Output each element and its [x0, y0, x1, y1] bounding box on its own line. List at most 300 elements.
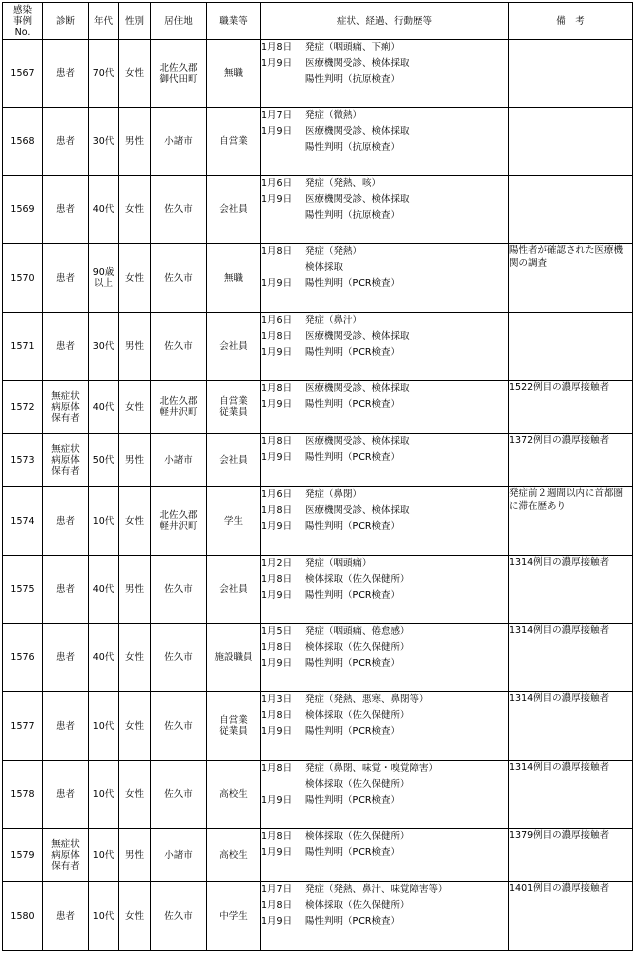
- header-no-line3: No.: [14, 26, 31, 38]
- case-no-cell: 1579: [3, 829, 43, 882]
- event-date: [261, 208, 305, 224]
- table-row: [3, 692, 633, 761]
- case-no-cell: 1576: [3, 624, 43, 692]
- residence-cell-line: 佐久市: [164, 341, 193, 352]
- occupation-cell: [207, 313, 261, 381]
- event-text: 陽性判明（PCR検査）: [305, 590, 400, 601]
- event-text: 陽性判明（抗原検査）: [305, 74, 401, 85]
- event-date: 1月9日: [261, 399, 293, 410]
- event-date: 1月8日: [261, 505, 293, 516]
- occupation-cell-line: 会社員: [219, 584, 248, 595]
- occupation-cell-line: 高校生: [219, 849, 248, 861]
- symptoms-cell: [261, 434, 509, 487]
- diagnosis-cell-line: 患者: [55, 584, 75, 595]
- event-date: 1月7日: [261, 884, 293, 895]
- event-date: 1月7日: [261, 110, 293, 121]
- event-date: 1月9日: [261, 726, 293, 737]
- diagnosis-cell: [43, 487, 89, 556]
- event-line: [261, 124, 508, 140]
- event-line: [261, 882, 508, 898]
- residence-cell-line: 軽井沢町: [159, 407, 198, 418]
- diagnosis-cell: [43, 244, 89, 313]
- age-cell: [89, 829, 119, 882]
- sex-cell: 男性: [119, 829, 151, 882]
- diagnosis-cell-line: 保有者: [51, 412, 80, 424]
- case-no-cell: 1567: [3, 40, 43, 108]
- case-no-cell: 1575: [3, 556, 43, 624]
- age-cell-line: 40代: [92, 584, 115, 595]
- sex-cell: 女性: [119, 761, 151, 829]
- occupation-cell: [207, 176, 261, 244]
- event-text: 発症（微熱）: [305, 110, 363, 121]
- residence-cell-line: 佐久市: [164, 720, 193, 732]
- note-cell: 1314例目の濃厚接触者: [509, 761, 633, 829]
- diagnosis-cell: [43, 829, 89, 882]
- event-date: [261, 777, 305, 793]
- event-date: 1月9日: [261, 126, 293, 137]
- case-no-cell: 1577: [3, 692, 43, 761]
- occupation-cell-line: 中学生: [219, 910, 248, 922]
- residence-cell: [151, 244, 207, 313]
- occupation-cell-line: 無職: [223, 68, 243, 79]
- event-date: 1月8日: [261, 331, 293, 342]
- occupation-cell-line: 従業員: [219, 726, 248, 737]
- header-age: 年代: [89, 3, 119, 40]
- header-symptoms: 症状、経過、行動歴等: [261, 3, 509, 40]
- event-text: 陽性判明（PCR検査）: [305, 399, 400, 410]
- event-line: [261, 503, 508, 519]
- cases-table: [2, 2, 633, 951]
- table-row: [3, 313, 633, 381]
- diagnosis-cell-line: 保有者: [51, 860, 80, 872]
- event-date: 1月9日: [261, 795, 293, 806]
- event-line: [261, 761, 508, 777]
- event-line: [261, 777, 508, 793]
- diagnosis-cell-line: 保有者: [51, 465, 80, 477]
- diagnosis-cell-line: 患者: [55, 720, 75, 732]
- note-cell: [509, 40, 633, 108]
- residence-cell-line: 小諸市: [164, 849, 193, 861]
- occupation-cell-line: 自営業: [219, 136, 248, 147]
- diagnosis-cell: [43, 313, 89, 381]
- event-line: [261, 640, 508, 656]
- residence-cell: [151, 434, 207, 487]
- diagnosis-cell: [43, 761, 89, 829]
- occupation-cell-line: 会社員: [219, 204, 248, 215]
- residence-cell-line: 佐久市: [164, 789, 193, 800]
- residence-cell-line: 小諸市: [164, 136, 193, 147]
- age-cell: [89, 434, 119, 487]
- event-line: [261, 176, 508, 192]
- age-cell-line: 10代: [92, 515, 115, 527]
- diagnosis-cell: [43, 434, 89, 487]
- event-line: [261, 434, 508, 450]
- residence-cell: [151, 624, 207, 692]
- age-cell-line: 70代: [92, 68, 115, 79]
- event-text: 陽性判明（PCR検査）: [305, 521, 400, 532]
- event-date: 1月8日: [261, 574, 293, 585]
- symptoms-cell: [261, 313, 509, 381]
- diagnosis-cell: [43, 176, 89, 244]
- diagnosis-cell-line: 病原体: [51, 401, 80, 413]
- residence-cell-line: 御代田町: [159, 73, 198, 85]
- diagnosis-cell-line: 患者: [55, 910, 75, 922]
- table-row: [3, 40, 633, 108]
- age-cell: [89, 108, 119, 176]
- event-line: [261, 40, 508, 56]
- sex-cell: 男性: [119, 313, 151, 381]
- occupation-cell-line: 高校生: [219, 789, 248, 800]
- residence-cell-line: 北佐久郡: [159, 396, 198, 407]
- event-date: 1月9日: [261, 194, 293, 205]
- event-text: 検体採取（佐久保健所）: [305, 642, 410, 653]
- event-date: 1月8日: [261, 831, 293, 842]
- occupation-cell: [207, 381, 261, 434]
- header-notes: 備 考: [509, 3, 633, 40]
- sex-cell: 女性: [119, 624, 151, 692]
- table-row: [3, 882, 633, 951]
- event-text: 陽性判明（PCR検査）: [305, 658, 400, 669]
- occupation-cell: [207, 882, 261, 951]
- event-date: 1月8日: [261, 763, 293, 774]
- case-no-cell: 1571: [3, 313, 43, 381]
- event-line: [261, 898, 508, 914]
- sex-cell: 男性: [119, 434, 151, 487]
- event-line: [261, 208, 508, 224]
- header-occupation: 職業等: [207, 3, 261, 40]
- header-residence: 居住地: [151, 3, 207, 40]
- event-line: [261, 276, 508, 292]
- diagnosis-cell: [43, 108, 89, 176]
- event-date: 1月6日: [261, 178, 293, 189]
- event-date: 1月2日: [261, 558, 293, 569]
- diagnosis-cell-line: 無症状: [51, 390, 80, 402]
- age-cell: [89, 556, 119, 624]
- event-line: [261, 108, 508, 124]
- table-body: [3, 40, 633, 951]
- occupation-cell-line: 会社員: [219, 454, 248, 466]
- event-date: [261, 260, 305, 276]
- age-cell: [89, 692, 119, 761]
- diagnosis-cell-line: 無症状: [51, 443, 80, 455]
- occupation-cell: [207, 244, 261, 313]
- note-cell: 1522例目の濃厚接触者: [509, 381, 633, 434]
- table-row: [3, 176, 633, 244]
- diagnosis-cell: [43, 381, 89, 434]
- event-date: 1月8日: [261, 642, 293, 653]
- occupation-cell-line: 自営業: [219, 396, 248, 407]
- residence-cell-line: 佐久市: [164, 204, 193, 215]
- age-cell: [89, 244, 119, 313]
- event-line: [261, 56, 508, 72]
- event-line: [261, 192, 508, 208]
- residence-cell: [151, 108, 207, 176]
- diagnosis-cell: [43, 556, 89, 624]
- occupation-cell-line: 学生: [223, 515, 243, 527]
- age-cell: [89, 176, 119, 244]
- sex-cell: 女性: [119, 882, 151, 951]
- table-row: [3, 434, 633, 487]
- event-date: 1月9日: [261, 590, 293, 601]
- event-text: 発症（咽頭痛）: [305, 558, 372, 569]
- event-text: 発症（発熱、鼻汁、味覚障害等）: [305, 884, 448, 895]
- event-line: [261, 793, 508, 809]
- event-text: 発症（鼻汁）: [305, 315, 363, 326]
- residence-cell: [151, 176, 207, 244]
- age-cell: [89, 381, 119, 434]
- event-date: [261, 140, 305, 156]
- symptoms-cell: [261, 829, 509, 882]
- sex-cell: 女性: [119, 176, 151, 244]
- symptoms-cell: [261, 244, 509, 313]
- age-cell-line: 10代: [92, 910, 115, 922]
- occupation-cell: [207, 829, 261, 882]
- note-cell: 陽性者が確認された医療機関の調査: [509, 244, 633, 313]
- symptoms-cell: [261, 624, 509, 692]
- table-row: [3, 487, 633, 556]
- diagnosis-cell-line: 患者: [55, 515, 75, 527]
- occupation-cell-line: 施設職員: [214, 652, 253, 663]
- occupation-cell: [207, 434, 261, 487]
- event-text: 医療機関受診、検体採取: [305, 383, 410, 394]
- event-line: [261, 829, 508, 845]
- age-cell: [89, 761, 119, 829]
- symptoms-cell: [261, 556, 509, 624]
- symptoms-cell: [261, 487, 509, 556]
- occupation-cell: [207, 556, 261, 624]
- age-cell: [89, 40, 119, 108]
- event-date: 1月9日: [261, 521, 293, 532]
- sex-cell: 男性: [119, 556, 151, 624]
- event-text: 検体採取（佐久保健所）: [305, 574, 410, 585]
- event-date: 1月9日: [261, 658, 293, 669]
- sex-cell: 女性: [119, 244, 151, 313]
- occupation-cell-line: 従業員: [219, 407, 248, 418]
- age-cell: [89, 313, 119, 381]
- event-text: 検体採取（佐久保健所）: [305, 710, 410, 721]
- occupation-cell-line: 無職: [223, 272, 243, 284]
- event-date: 1月9日: [261, 916, 293, 927]
- event-line: [261, 140, 508, 156]
- age-cell-line: 40代: [92, 204, 115, 215]
- diagnosis-cell-line: 病原体: [51, 454, 80, 466]
- event-date: 1月8日: [261, 383, 293, 394]
- header-diagnosis: 診断: [43, 3, 89, 40]
- occupation-cell: [207, 692, 261, 761]
- age-cell-line: 10代: [92, 720, 115, 732]
- event-text: 陽性判明（PCR検査）: [305, 347, 400, 358]
- event-line: [261, 260, 508, 276]
- residence-cell-line: 佐久市: [164, 584, 193, 595]
- event-date: [261, 72, 305, 88]
- table-row: [3, 244, 633, 313]
- event-line: [261, 244, 508, 260]
- age-cell-line: 90歳: [92, 267, 115, 278]
- symptoms-cell: [261, 108, 509, 176]
- event-date: 1月8日: [261, 246, 293, 257]
- note-cell: 1372例目の濃厚接触者: [509, 434, 633, 487]
- age-cell: [89, 487, 119, 556]
- event-text: 医療機関受診、検体採取: [305, 331, 410, 342]
- case-no-cell: 1580: [3, 882, 43, 951]
- table-row: [3, 761, 633, 829]
- diagnosis-cell: [43, 692, 89, 761]
- event-text: 陽性判明（抗原検査）: [305, 142, 401, 153]
- event-text: 医療機関受診、検体採取: [305, 436, 410, 447]
- event-text: 陽性判明（PCR検査）: [305, 847, 400, 858]
- occupation-cell: [207, 761, 261, 829]
- residence-cell-line: 佐久市: [164, 910, 193, 922]
- residence-cell: [151, 692, 207, 761]
- note-cell: [509, 176, 633, 244]
- diagnosis-cell-line: 患者: [55, 204, 75, 215]
- event-line: [261, 572, 508, 588]
- occupation-cell: [207, 624, 261, 692]
- event-date: 1月9日: [261, 452, 293, 463]
- header-no-line1: 感染: [12, 4, 32, 16]
- case-no-cell: 1572: [3, 381, 43, 434]
- event-text: 陽性判明（PCR検査）: [305, 452, 400, 463]
- occupation-cell-line: 自営業: [219, 715, 248, 726]
- event-line: [261, 588, 508, 604]
- age-cell-line: 以上: [93, 278, 113, 289]
- event-line: [261, 313, 508, 329]
- event-text: 発症（発熱）: [305, 246, 363, 257]
- event-line: [261, 914, 508, 930]
- note-cell: 1314例目の濃厚接触者: [509, 556, 633, 624]
- note-cell: 発症前２週間以内に首都圏に滞在歴あり: [509, 487, 633, 556]
- case-no-cell: 1570: [3, 244, 43, 313]
- age-cell: [89, 624, 119, 692]
- case-no-cell: 1569: [3, 176, 43, 244]
- residence-cell-line: 軽井沢町: [159, 521, 198, 532]
- diagnosis-cell-line: 無症状: [51, 838, 80, 850]
- event-date: 1月9日: [261, 58, 293, 69]
- event-line: [261, 845, 508, 861]
- diagnosis-cell-line: 患者: [55, 789, 75, 800]
- event-text: 陽性判明（抗原検査）: [305, 210, 401, 221]
- symptoms-cell: [261, 882, 509, 951]
- diagnosis-cell-line: 患者: [55, 272, 75, 284]
- event-date: 1月3日: [261, 694, 293, 705]
- occupation-cell: [207, 487, 261, 556]
- event-text: 発症（発熱、悪寒、鼻閉等）: [305, 694, 429, 705]
- case-no-cell: 1568: [3, 108, 43, 176]
- event-text: 医療機関受診、検体採取: [305, 126, 410, 137]
- diagnosis-cell: [43, 624, 89, 692]
- symptoms-cell: [261, 40, 509, 108]
- event-text: 検体採取（佐久保健所）: [305, 900, 410, 911]
- residence-cell: [151, 556, 207, 624]
- event-date: 1月5日: [261, 626, 293, 637]
- event-text: 発症（鼻閉）: [305, 489, 363, 500]
- case-no-cell: 1578: [3, 761, 43, 829]
- event-text: 発症（咽頭痛、下痢）: [305, 42, 401, 53]
- residence-cell: [151, 829, 207, 882]
- event-line: [261, 519, 508, 535]
- header-row: [3, 3, 633, 40]
- note-cell: 1401例目の濃厚接触者: [509, 882, 633, 951]
- event-text: 検体採取（佐久保健所）: [305, 831, 410, 842]
- table-row: [3, 624, 633, 692]
- header-no: [3, 3, 43, 40]
- event-date: 1月8日: [261, 710, 293, 721]
- diagnosis-cell-line: 病原体: [51, 849, 80, 861]
- event-text: 発症（発熱、咳）: [305, 178, 382, 189]
- event-date: 1月6日: [261, 489, 293, 500]
- event-date: 1月9日: [261, 278, 293, 289]
- event-text: 医療機関受診、検体採取: [305, 505, 410, 516]
- event-line: [261, 72, 508, 88]
- residence-cell-line: 北佐久郡: [159, 62, 198, 74]
- table-row: [3, 108, 633, 176]
- header-sex: 性別: [119, 3, 151, 40]
- sex-cell: 女性: [119, 487, 151, 556]
- table-row: [3, 381, 633, 434]
- event-line: [261, 724, 508, 740]
- case-no-cell: 1574: [3, 487, 43, 556]
- note-cell: 1314例目の濃厚接触者: [509, 624, 633, 692]
- sex-cell: 女性: [119, 692, 151, 761]
- case-no-cell: 1573: [3, 434, 43, 487]
- event-text: 医療機関受診、検体採取: [305, 58, 410, 69]
- note-cell: 1314例目の濃厚接触者: [509, 692, 633, 761]
- note-cell: [509, 313, 633, 381]
- event-date: 1月6日: [261, 315, 293, 326]
- event-text: 検体採取: [305, 262, 344, 273]
- diagnosis-cell-line: 患者: [55, 136, 75, 147]
- residence-cell: [151, 40, 207, 108]
- table-row: [3, 556, 633, 624]
- residence-cell: [151, 882, 207, 951]
- event-line: [261, 487, 508, 503]
- event-line: [261, 624, 508, 640]
- event-line: [261, 450, 508, 466]
- residence-cell-line: 小諸市: [164, 454, 193, 466]
- age-cell-line: 30代: [92, 341, 115, 352]
- sex-cell: 女性: [119, 40, 151, 108]
- symptoms-cell: [261, 381, 509, 434]
- event-date: 1月9日: [261, 347, 293, 358]
- residence-cell: [151, 313, 207, 381]
- event-text: 検体採取（佐久保健所）: [305, 779, 410, 790]
- event-text: 発症（鼻閉、味覚・嗅覚障害）: [305, 763, 439, 774]
- event-date: 1月8日: [261, 42, 293, 53]
- event-date: 1月8日: [261, 436, 293, 447]
- event-line: [261, 381, 508, 397]
- event-text: 陽性判明（PCR検査）: [305, 726, 400, 737]
- event-line: [261, 345, 508, 361]
- diagnosis-cell-line: 患者: [55, 652, 75, 663]
- age-cell-line: 40代: [92, 652, 115, 663]
- age-cell: [89, 882, 119, 951]
- event-text: 発症（咽頭痛、倦怠感）: [305, 626, 410, 637]
- table-row: [3, 829, 633, 882]
- age-cell-line: 30代: [92, 136, 115, 147]
- note-cell: 1379例目の濃厚接触者: [509, 829, 633, 882]
- residence-cell-line: 北佐久郡: [159, 510, 198, 521]
- diagnosis-cell: [43, 40, 89, 108]
- note-cell: [509, 108, 633, 176]
- residence-cell: [151, 381, 207, 434]
- event-line: [261, 692, 508, 708]
- diagnosis-cell: [43, 882, 89, 951]
- event-date: 1月9日: [261, 847, 293, 858]
- sex-cell: 女性: [119, 381, 151, 434]
- occupation-cell: [207, 108, 261, 176]
- event-line: [261, 656, 508, 672]
- sex-cell: 男性: [119, 108, 151, 176]
